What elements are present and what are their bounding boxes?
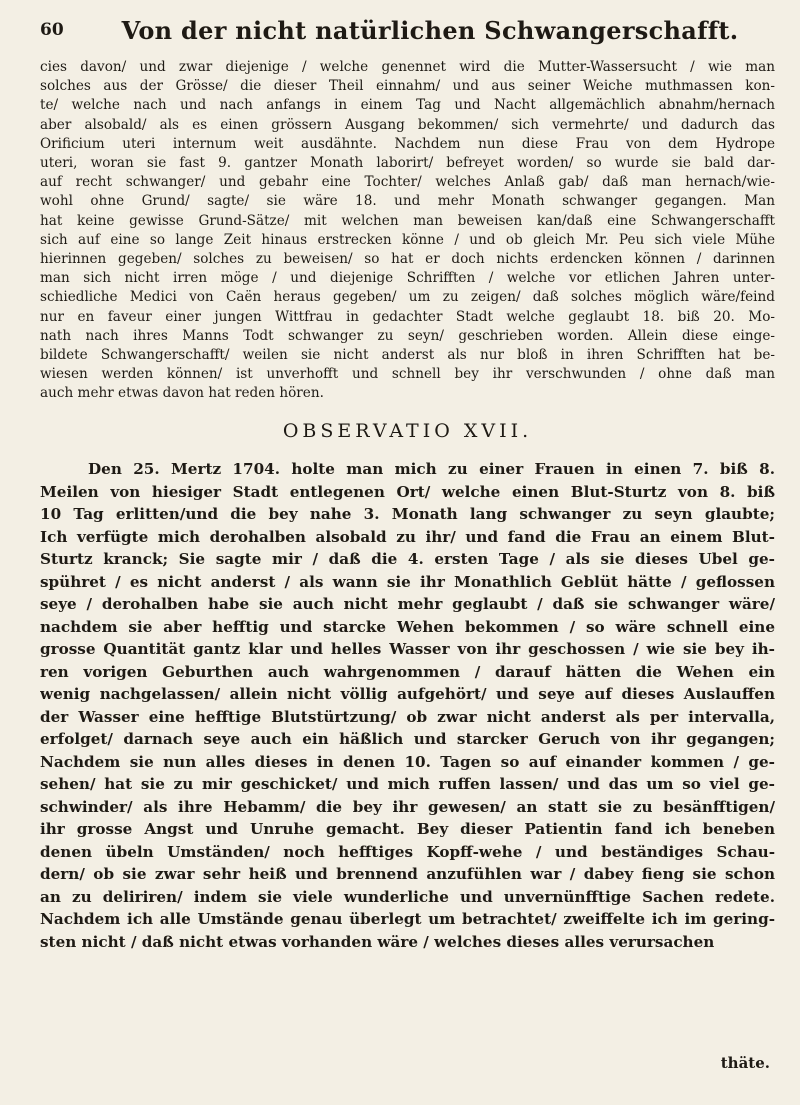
observation-heading: OBSERVATIO XVII. <box>282 420 533 442</box>
text-line: hierinnen gegeben/ solches zu beweisen/ so hat er doch nichts erdencken können / darinnen <box>40 251 775 268</box>
text-line: Nachdem sie nun alles dieses in denen 10. Tagen so auf einander kommen / ge- <box>40 752 775 771</box>
text-line: dern/ ob sie zwar sehr heiß und brennend anzufühlen war / dabey fieng sie schon <box>40 865 775 883</box>
text-line: grosse Quantität gantz klar und helles Wasser von ihr geschossen / wie sie bey ih- <box>40 640 775 658</box>
text-line: bildete Schwangerschafft/ weilen sie nicht anderst als nur bloß in ihren Schrifften hat be- <box>40 347 775 364</box>
text-line: nur en faveur einer jungen Wittfrau in gedachter Stadt welche geglaubt 18. biß 20. Mo- <box>40 308 775 325</box>
text-line: nachdem sie aber hefftig und starcke Wehen bekommen / so wäre schnell eine <box>40 617 775 636</box>
text-line: te/ welche nach und nach anfangs in einem Tag und Nacht allgemächlich abnahm/hernach <box>40 97 775 114</box>
text-line: solches aus der Grösse/ die dieser Theil einnahm/ und aus seiner Weiche muthmassen kon- <box>40 78 775 95</box>
text-line: wenig nachgelassen/ allein nicht völlig aufgehört/ und seye auf dieses Auslauffen <box>40 685 775 703</box>
text-line: seye / derohalben habe sie auch nicht mehr geglaubt / daß sie schwanger wäre/ <box>40 595 775 613</box>
paragraph-1 <box>40 58 775 404</box>
text-line: Meilen von hiesiger Stadt entlegenen Ort/ welche einen Blut-Sturtz von 8. biß <box>40 482 775 501</box>
text-line: Orificium uteri internum weit ausdähnte. Nachdem nun diese Frau von dem Hydrope <box>40 135 775 152</box>
text-line: auch mehr etwas davon hat reden hören. <box>40 385 324 402</box>
text-line: an zu deliriren/ indem sie viele wunderliche und unvernünfftige Sachen redete. <box>40 887 775 906</box>
text-line: sehen/ hat sie zu mir geschicket/ und mich ruffen lassen/ und das um so viel ge- <box>40 775 775 793</box>
text-line: Ich verfügte mich derohalben alsobald zu ihr/ und fand die Frau an einem Blut- <box>40 527 775 546</box>
text-line: schiedliche Medici von Caën heraus gegeben/ um zu zeigen/ daß solches möglich wäre/feind <box>40 289 775 306</box>
text-line: man sich nicht irren möge / und diejenige Schrifften / welche vor etlichen Jahren unter- <box>40 270 775 287</box>
text-line: schwinder/ als ihre Hebamm/ die bey ihr gewesen/ an statt sie zu besänfftigen/ <box>40 797 775 816</box>
text-line: Nachdem ich alle Umstände genau überlegt um betrachtet/ zweiffelte ich im gering- <box>40 910 775 928</box>
text-line: wiesen werden können/ ist unverhofft und schnell bey ihr verschwunden / ohne daß man <box>40 366 775 383</box>
text-line: Den 25. Mertz 1704. holte man mich zu einer Frauen in einen 7. biß 8. <box>88 460 775 478</box>
paragraph-2 <box>40 458 775 953</box>
text-line: spühret / es nicht anderst / als wann sie ihr Monathlich Geblüt hätte / geflossen <box>40 572 775 591</box>
text-line: sten nicht / daß nicht etwas vorhanden wäre / welches dieses alles verursachen <box>40 932 715 951</box>
page-header <box>40 16 770 52</box>
text-line: ihr grosse Angst und Unruhe gemacht. Bey dieser Patientin fand ich beneben <box>40 820 775 838</box>
text-line: auf recht schwanger/ und gebahr eine Tochter/ welches Anlaß gab/ daß man hernach/wie- <box>40 174 775 191</box>
text-line: uteri, woran sie fast 9. gantzer Monath laborirt/ befreyet worden/ so wurde sie bald dar- <box>40 155 775 172</box>
text-line: hat keine gewisse Grund-Sätze/ mit welchen man beweisen kan/daß eine Schwangerschafft <box>40 212 775 229</box>
text-line: nath nach ihres Manns Todt schwanger zu seyn/ geschrieben worden. Allein diese einge- <box>40 327 775 344</box>
text-line: wohl ohne Grund/ sagte/ sie wäre 18. und mehr Monath schwanger gegangen. Man <box>40 193 775 210</box>
text-line: denen übeln Umständen/ noch hefftiges Kopff-wehe / und beständiges Schau- <box>40 842 775 861</box>
text-line: der Wasser eine hefftige Blutstürtzung/ ob zwar nicht anderst als per intervalla, <box>40 707 775 726</box>
text-line: erfolget/ darnach seye auch ein häßlich und starcker Geruch von ihr gegangen; <box>40 730 775 748</box>
text-line: Sturtz kranck; Sie sagte mir / daß die 4. ersten Tage / als sie dieses Ubel ge- <box>40 550 775 568</box>
text-line: aber alsobald/ als es einen grössern Ausgang bekommen/ sich vermehrte/ und dadurch das <box>40 116 775 133</box>
catchword: thäte. <box>720 1054 770 1072</box>
text-line: ren vorigen Geburthen auch wahrgenommen / darauf hätten die Wehen ein <box>40 662 775 681</box>
running-head: Von der nicht natürlichen Schwangerschafft. <box>121 16 739 45</box>
text-line: cies davon/ und zwar diejenige / welche genennet wird die Mutter-Wassersucht / wie man <box>40 59 775 75</box>
text-line: sich auf eine so lange Zeit hinaus erstrecken könne / und ob gleich Mr. Peu sich viele Mühe <box>40 231 775 248</box>
text-line: 10 Tag erlitten/und die bey nahe 3. Monath lang schwanger zu seyn glaubte; <box>40 505 775 523</box>
page-number: 60 <box>40 20 64 40</box>
